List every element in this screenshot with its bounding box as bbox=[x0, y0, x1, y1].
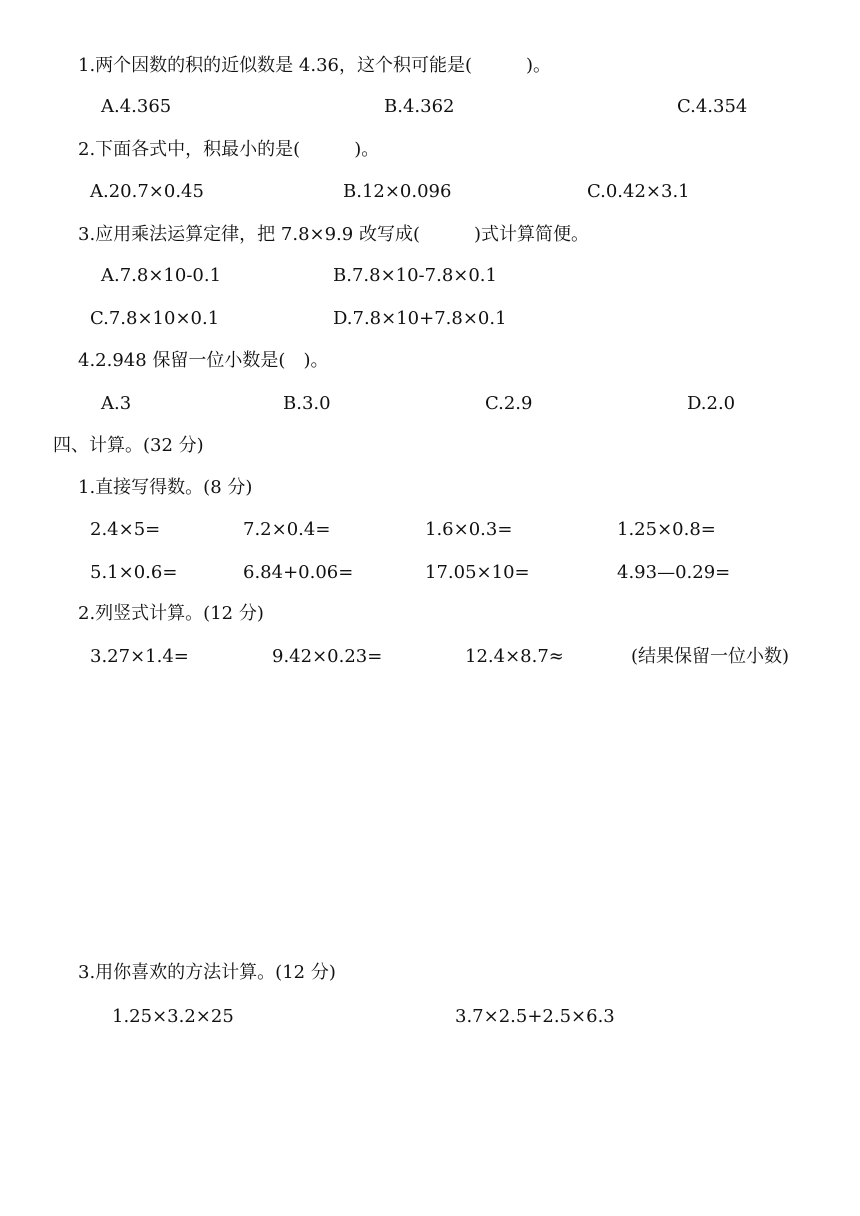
section-heading: 四、计算。(32 分) bbox=[53, 435, 204, 456]
q2-stem: 2.下面各式中，积最小的是( )。 bbox=[78, 139, 380, 160]
q4-option-d: D.2.0 bbox=[687, 393, 736, 414]
part3-title: 3.用你喜欢的方法计算。(12 分) bbox=[78, 962, 336, 983]
q4-option-a: A.3 bbox=[101, 393, 132, 414]
oral-item: 4.93—0.29= bbox=[617, 562, 731, 583]
oral-item: 2.4×5= bbox=[90, 519, 161, 540]
q3-option-b: B.7.8×10-7.8×0.1 bbox=[333, 265, 497, 286]
q3-stem: 3.应用乘法运算定律，把 7.8×9.9 改写成( )式计算简便。 bbox=[78, 224, 589, 245]
q1-stem: 1.两个因数的积的近似数是 4.36，这个积可能是( )。 bbox=[78, 55, 552, 76]
oral-item: 7.2×0.4= bbox=[243, 519, 331, 540]
q3-option-d: D.7.8×10+7.8×0.1 bbox=[333, 308, 507, 329]
oral-item: 5.1×0.6= bbox=[90, 562, 178, 583]
q1-option-a: A.4.365 bbox=[101, 96, 172, 117]
oral-item: 1.6×0.3= bbox=[425, 519, 513, 540]
q1-option-c: C.4.354 bbox=[677, 96, 748, 117]
rounding-note: (结果保留一位小数) bbox=[631, 646, 790, 667]
method-item: 1.25×3.2×25 bbox=[112, 1006, 234, 1027]
q4-option-b: B.3.0 bbox=[283, 393, 331, 414]
q4-option-c: C.2.9 bbox=[485, 393, 533, 414]
oral-item: 6.84+0.06= bbox=[243, 562, 354, 583]
q2-option-c: C.0.42×3.1 bbox=[587, 181, 690, 202]
q3-option-c: C.7.8×10×0.1 bbox=[90, 308, 220, 329]
vertical-item: 3.27×1.4= bbox=[90, 646, 189, 667]
oral-item: 17.05×10= bbox=[425, 562, 530, 583]
oral-item: 1.25×0.8= bbox=[617, 519, 716, 540]
part2-title: 2.列竖式计算。(12 分) bbox=[78, 603, 264, 624]
q2-option-b: B.12×0.096 bbox=[343, 181, 452, 202]
q4-stem: 4.2.948 保留一位小数是( )。 bbox=[78, 350, 329, 371]
method-item: 3.7×2.5+2.5×6.3 bbox=[455, 1006, 615, 1027]
part1-title: 1.直接写得数。(8 分) bbox=[78, 477, 253, 498]
vertical-item: 12.4×8.7≈ bbox=[465, 646, 564, 667]
vertical-item: 9.42×0.23= bbox=[272, 646, 383, 667]
q3-option-a: A.7.8×10-0.1 bbox=[101, 265, 222, 286]
q1-option-b: B.4.362 bbox=[384, 96, 455, 117]
q2-option-a: A.20.7×0.45 bbox=[90, 181, 204, 202]
